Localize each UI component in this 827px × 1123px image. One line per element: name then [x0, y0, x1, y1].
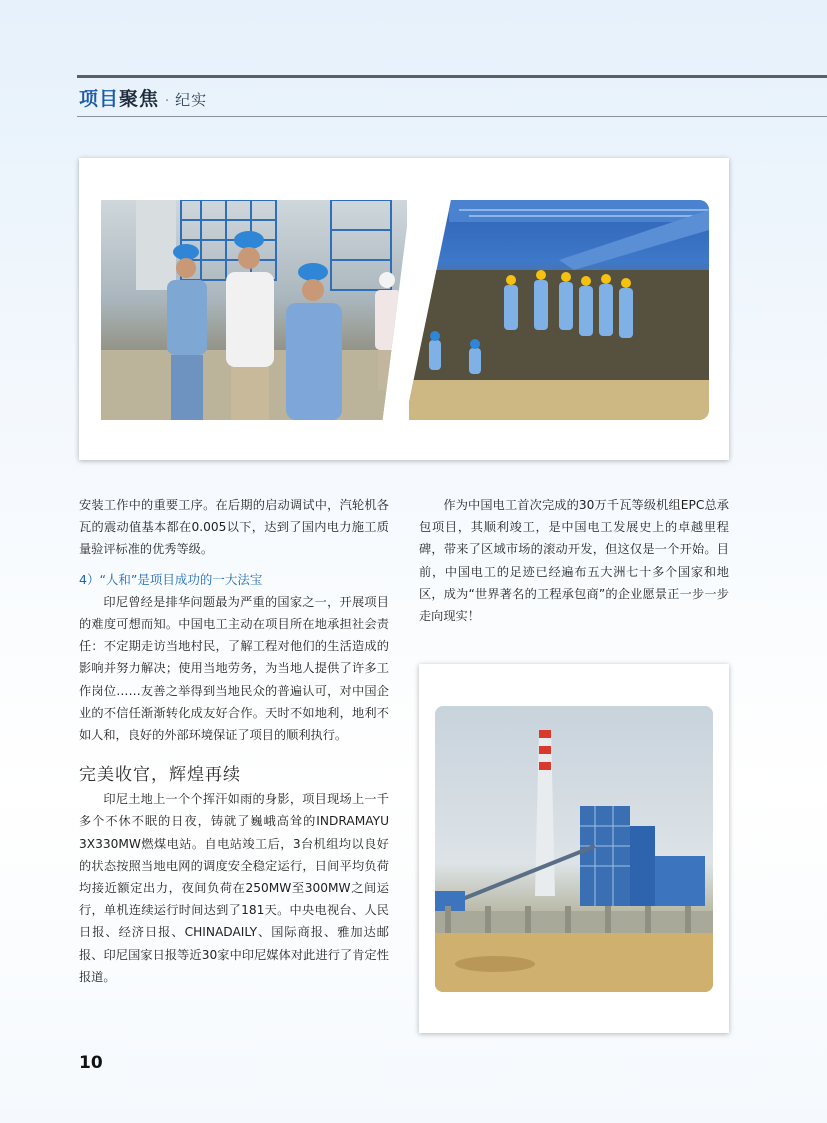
workers-group-photo — [409, 200, 709, 420]
left-paragraph-1: 安装工作中的重要工序。在后期的启动调试中，汽轮机各瓦的震动值基本都在0.005以下，达到了国内电力施工质量验评标准的优秀等级。 — [79, 498, 389, 557]
header-subtitle: 纪实 — [175, 91, 208, 109]
header-rule — [77, 116, 827, 117]
left-paragraph-2: 印尼曾经是排华问题最为严重的国家之一，开展项目的难度可想而知。中国电工主动在项目所在地承担社会责任：不定期走访当地村民，了解工程对他们的生活造成的影响并努力解决；使用当地劳务，为当地人提供了许多工作岗位……友善之举得到当地民众的普遍认可，对中国企业的不信任渐渐转化成友好合作。天时不如地利，地利不如人和，良好的外部环境保证了项目的顺利执行。 — [79, 594, 389, 743]
power-plant-photo-card — [419, 664, 729, 1033]
right-paragraph-1: 作为中国电工首次完成的30万千瓦等级机组EPC总承包项目，其顺利竣工，是中国电工发展史上的卓越里程碑，带来了区域市场的滚动开发，但这仅是一个开始。目前，中国电工的足迹已经遍布五大洲七十多个国家和地区，成为“世界著名的工程承包商”的企业愿景正一步一步走向现实！ — [419, 498, 729, 624]
power-plant-photo — [435, 706, 713, 992]
top-photo-card — [79, 158, 729, 460]
left-paragraph-3: 印尼土地上一个个挥汗如雨的身影，项目现场上一千多个不休不眠的日夜，铸就了巍峨高耸的INDRAMAYU 3X330MW燃煤电站。自电站竣工后，3台机组均以良好的状态按照当地电网的调度安全稳定运行，日间平均负荷均接近额定出力，夜间负荷在250MW至300MW之间运行，单机连续运行时间达到了181天。中央电视台、人民日报、经济日报、CHINADAILY、国际商报、雅加达邮报、印尼国家日报等近30家中印尼媒体对此进行了肯定性报道。 — [79, 792, 389, 984]
left-text-column — [79, 494, 389, 988]
heading-perfect-completion: 完美收官，辉煌再续 — [79, 765, 241, 786]
header-title: 项目聚焦 — [79, 88, 160, 110]
right-text-column — [419, 494, 729, 627]
header-separator: · — [165, 94, 170, 109]
top-rule — [77, 75, 827, 78]
page-number: 10 — [79, 1053, 103, 1073]
section-heading-harmony: 4）“人和”是项目成功的一大法宝 — [79, 571, 263, 587]
section-header — [79, 84, 207, 114]
site-inspection-photo — [101, 200, 407, 420]
